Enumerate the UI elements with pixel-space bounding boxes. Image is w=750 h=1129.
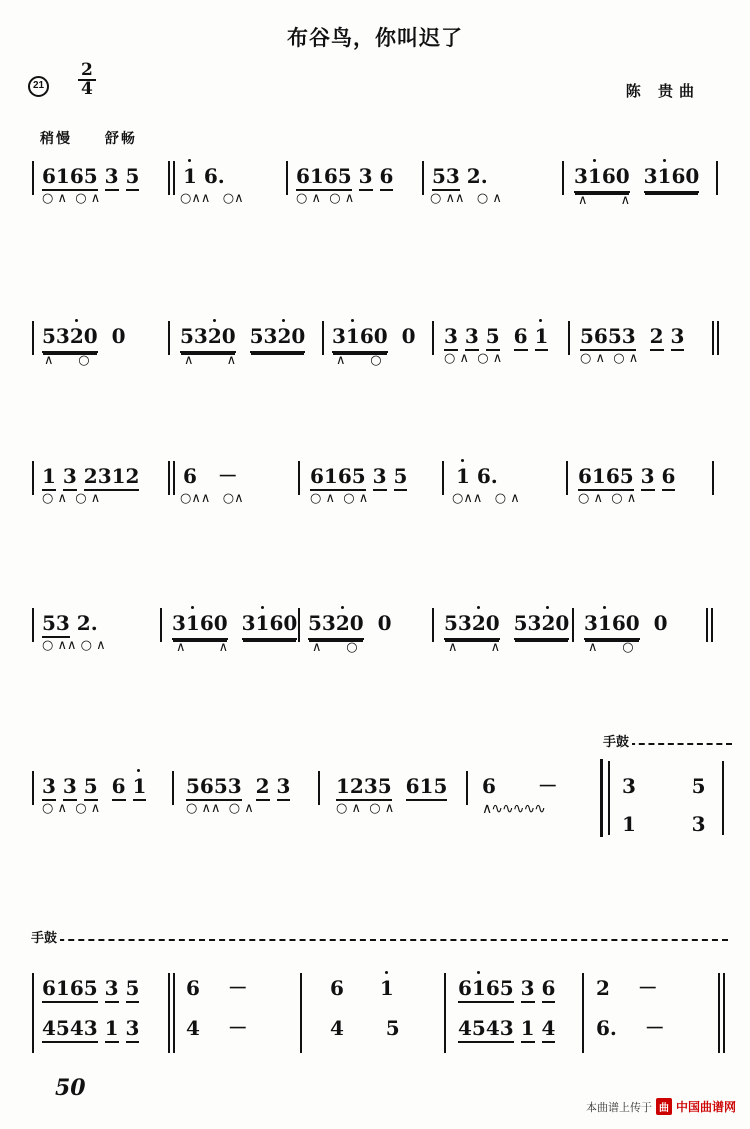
system-5-marks-4: ∧∿∿∿∿∿ xyxy=(482,801,545,817)
meter-numerator: 2 xyxy=(78,62,96,81)
page-number: 50 xyxy=(55,1075,86,1101)
footer-site-name[interactable]: 中国曲谱网 xyxy=(675,1100,736,1114)
system-6-lower-2: 4 － xyxy=(186,1016,248,1040)
drum-label-right: 手鼓 xyxy=(600,731,632,750)
system-4-marks-5: ∧ ○ xyxy=(588,640,634,655)
system-6: 手鼓 6165 3 5 4543 1 3 6 － 4 － 6 1 4 5 6165 3 6 4543 1 4 2 － 6. － xyxy=(0,955,750,1065)
system-4: 53 2. ○ ∧∧ ○ ∧ 3160 3160 ∧ ∧ 5320 0 ∧ ○ 5320 5320 ∧ ∧ 3160 0 ∧ ○ xyxy=(0,612,750,672)
site-logo-icon: 曲 xyxy=(656,1098,672,1115)
system-5-marks-2: ○ ∧∧ ○ ∧ xyxy=(186,801,254,816)
system-1-marks-2: ○∧∧ ○∧ xyxy=(180,191,244,206)
system-5-marks-3: ○ ∧ ○ ∧ xyxy=(336,801,395,816)
composer-credit: 陈 贵曲 xyxy=(625,82,700,100)
system-2-marks-5: ○ ∧ ○ ∧ xyxy=(580,351,639,366)
system-1-marks-1: ○ ∧ ○ ∧ xyxy=(42,191,101,206)
meter-denominator: 4 xyxy=(81,79,93,99)
system-2-marks-3: ∧ ○ xyxy=(336,353,382,368)
system-4-marks-2: ∧ ∧ xyxy=(176,640,229,655)
page-title: 布谷鸟，你叫迟了 xyxy=(287,26,463,50)
system-1-marks-5: ∧ ∧ xyxy=(578,193,631,208)
time-signature xyxy=(78,62,96,98)
drum-lower-right: 1 3 xyxy=(622,812,706,836)
system-2-marks-4: ○ ∧ ○ ∧ xyxy=(444,351,503,366)
tempo-mark-slow: 稍慢 xyxy=(40,131,72,147)
section-number: 21 xyxy=(28,76,49,97)
system-3-marks-2: ○∧∧ ○∧ xyxy=(180,491,244,506)
system-1-marks-4: ○ ∧∧ ○ ∧ xyxy=(430,191,502,206)
system-5-marks-1: ○ ∧ ○ ∧ xyxy=(42,801,101,816)
system-3-marks-3: ○ ∧ ○ ∧ xyxy=(310,491,369,506)
footer-text: 本曲谱上传于 xyxy=(585,1100,652,1114)
system-6-upper-2: 6 － xyxy=(186,976,248,1000)
system-5: 3 3 5 6 1 ○ ∧ ○ ∧ 5653 2 3 ○ ∧∧ ○ ∧ 1235 615 ○ ∧ ○ ∧ 6 － ∧∿∿∿∿∿ 手鼓 3 5 1 3 xyxy=(0,775,750,835)
tempo-marking xyxy=(40,128,163,148)
tempo-mark-flowing: 舒畅 xyxy=(104,131,137,147)
system-3-marks-4: ○∧∧ ○ ∧ xyxy=(452,491,520,506)
system-6-lower-3: 4 5 xyxy=(330,1016,400,1040)
system-1: 6165 3 5 ○ ∧ ○ ∧ 1 6. ○∧∧ ○∧ 6165 3 6 ○ ∧ ○ ∧ 53 2. ○ ∧∧ ○ ∧ 3160 3160 ∧ ∧ xyxy=(0,165,750,225)
system-1-marks-3: ○ ∧ ○ ∧ xyxy=(296,191,355,206)
system-4-marks-3: ∧ ○ xyxy=(312,640,358,655)
drum-upper-right: 3 5 xyxy=(622,774,706,798)
system-6-lower-5: 6. － xyxy=(596,1016,665,1040)
system-4-marks-4: ∧ ∧ xyxy=(448,640,501,655)
footer-watermark xyxy=(586,1098,736,1115)
system-6-upper-5: 2 － xyxy=(596,976,658,1000)
system-2: 5320 0 ∧ ○ 5320 5320 ∧ ∧ 3160 0 ∧ ○ 3 3 5 6 1 ○ ∧ ○ ∧ 5653 2 3 ○ ∧ ○ ∧ xyxy=(0,325,750,385)
system-3-marks-5: ○ ∧ ○ ∧ xyxy=(578,491,637,506)
system-2-marks-1: ∧ ○ xyxy=(44,353,90,368)
system-4-marks-1: ○ ∧∧ ○ ∧ xyxy=(42,638,106,653)
system-3-marks-1: ○ ∧ ○ ∧ xyxy=(42,491,101,506)
system-3: 1 3 2312 ○ ∧ ○ ∧ 6 － ○∧∧ ○∧ 6165 3 5 ○ ∧ ○ ∧ 1 6. ○∧∧ ○ ∧ 6165 3 6 ○ ∧ ○ ∧ xyxy=(0,465,750,525)
drum-label-left: 手鼓 xyxy=(28,927,60,946)
system-2-marks-2: ∧ ∧ xyxy=(184,353,237,368)
